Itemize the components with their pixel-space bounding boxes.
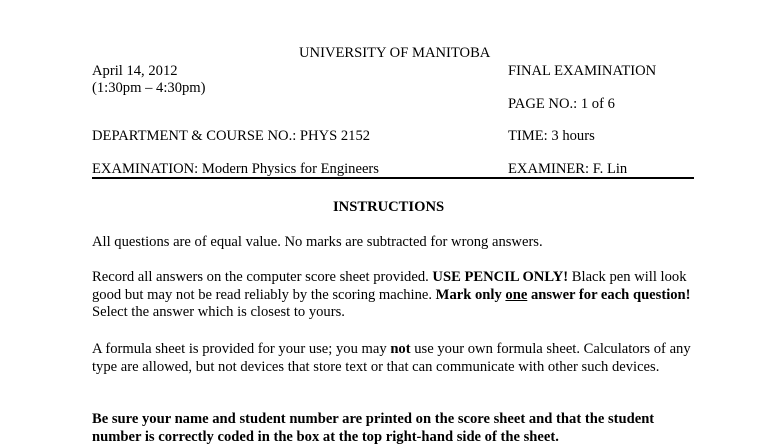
p3-not: not	[390, 341, 411, 357]
university-name: UNIVERSITY OF MANITOBA	[299, 45, 491, 61]
examination-title: EXAMINATION: Modern Physics for Engineers	[92, 161, 379, 177]
instructions-paragraph-1: All questions are of equal value. No marks are subtracted for wrong answers.	[92, 234, 543, 250]
exam-duration: TIME: 3 hours	[508, 128, 595, 144]
instructions-title: INSTRUCTIONS	[333, 199, 445, 215]
p2-text-c: Black pen will look good but may not be read reliably by the scoring machine.	[92, 269, 687, 303]
p2-text-g: Select the answer which is closest to yours.	[92, 304, 345, 320]
p2-mark-only: Mark only	[435, 286, 506, 303]
page-number: PAGE NO.: 1 of 6	[508, 96, 615, 112]
header-divider	[92, 177, 694, 179]
p2-pencil-only: USE PENCIL ONLY!	[432, 269, 569, 285]
p3-text-c: use your own formula sheet. Calculators of any type are allowed, but not devices that store text or that can communicate with other such devices.	[92, 341, 691, 375]
exam-type: FINAL EXAMINATION	[508, 63, 657, 79]
instructions-paragraph-4: Be sure your name and student number are printed on the score sheet and that the student number is correctly coded in the box at the top right-hand side of the sheet.	[92, 411, 655, 445]
department-course: DEPARTMENT & COURSE NO.: PHYS 2152	[92, 128, 371, 144]
instructions-paragraph-3	[92, 341, 696, 376]
p2-answer-each: answer for each question!	[527, 286, 691, 303]
exam-time-range: (1:30pm – 4:30pm)	[92, 80, 206, 96]
p2-text-a: Record all answers on the computer score sheet provided.	[92, 269, 433, 285]
p2-one-underlined: one	[505, 286, 528, 303]
examiner: EXAMINER: F. Lin	[508, 161, 628, 177]
p3-text-a: A formula sheet is provided for your use; you may	[92, 341, 391, 357]
instructions-paragraph-2	[92, 269, 696, 322]
exam-date: April 14, 2012	[92, 63, 178, 79]
